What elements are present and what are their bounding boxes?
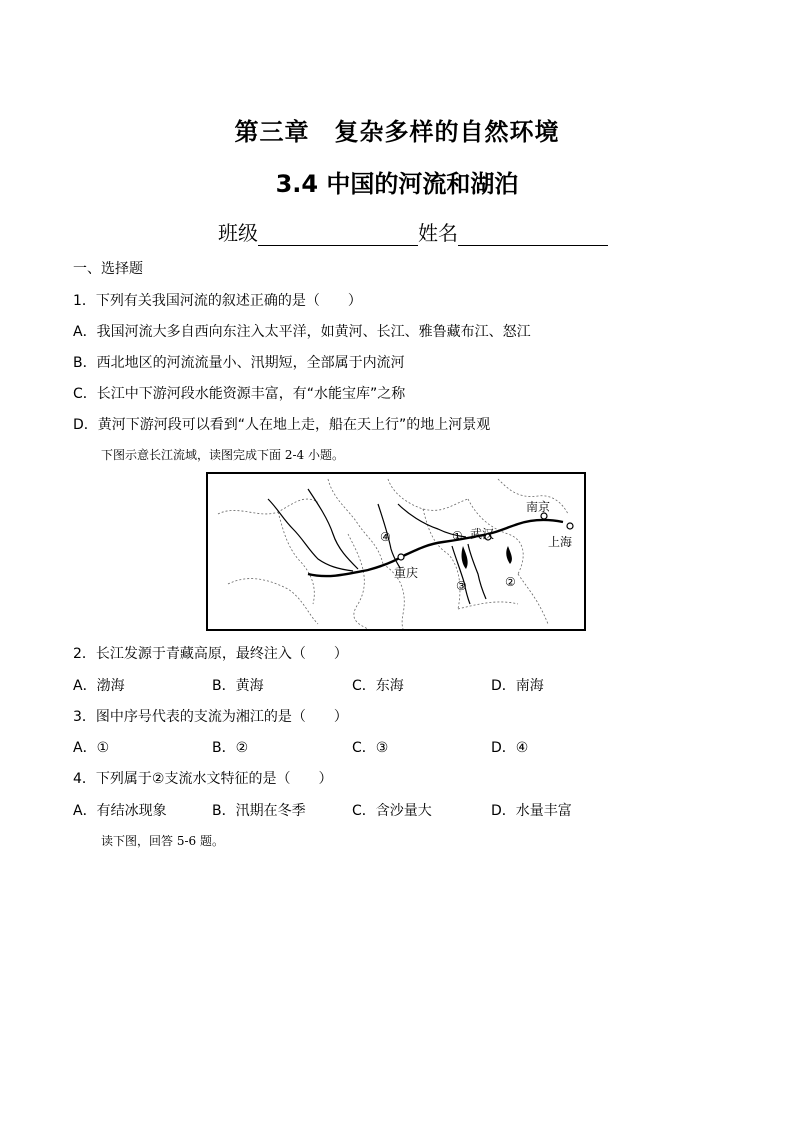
tributaries: [268, 489, 486, 604]
chongqing-marker: [398, 554, 404, 560]
question-2-option-a[interactable]: A．渤海: [73, 678, 125, 694]
question-4-option-d[interactable]: D．水量丰富: [491, 803, 572, 819]
chongqing-label: 重庆: [394, 566, 419, 580]
poyang-lake: [506, 546, 512, 564]
border-line: [218, 499, 318, 514]
nanjing-label: 南京: [526, 500, 551, 514]
border-line: [228, 579, 318, 624]
shanghai-marker: [567, 523, 573, 529]
class-blank[interactable]: [258, 223, 418, 246]
tributary-4-label: ④: [380, 530, 391, 544]
class-name-line: [218, 217, 608, 246]
next-intro-note: 读下图，回答 5-6 题。: [101, 834, 224, 848]
map-svg: [208, 474, 584, 629]
wuhan-label: 武汉: [470, 527, 495, 541]
border-line: [328, 479, 383, 564]
section-title: 3.4 中国的河流和湖泊: [275, 170, 519, 198]
question-2-option-c[interactable]: C．东海: [352, 678, 404, 694]
question-3-option-c[interactable]: C．③: [352, 740, 389, 756]
tributary-3-label: ③: [456, 579, 467, 593]
question-4-option-a[interactable]: A．有结冰现象: [73, 803, 167, 819]
question-4-option-c[interactable]: C．含沙量大: [352, 803, 432, 819]
name-blank[interactable]: [458, 223, 608, 246]
border-line: [278, 512, 314, 604]
tributary-1-label: ①: [452, 529, 463, 543]
question-1-option-a[interactable]: A．我国河流大多自西向东注入太平洋，如黄河、长江、雅鲁藏布江、怒江: [73, 324, 531, 340]
question-2-stem: 2．长江发源于青藏高原，最终注入（ ）: [73, 646, 348, 662]
tributary-2-label: ②: [505, 575, 516, 589]
tributary-3-river: [452, 546, 470, 604]
border-line: [518, 574, 548, 624]
question-4-option-b[interactable]: B．汛期在冬季: [212, 803, 306, 819]
shanghai-label: 上海: [548, 535, 573, 549]
question-2-option-b[interactable]: B．黄海: [212, 678, 264, 694]
question-3-stem: 3．图中序号代表的支流为湘江的是（ ）: [73, 709, 348, 725]
question-1-option-d[interactable]: D．黄河下游河段可以看到“人在地上走，船在天上行”的地上河景观: [73, 417, 491, 433]
jinsha-river: [268, 499, 353, 571]
dongting-lake: [462, 546, 468, 569]
question-1-stem: 1．下列有关我国河流的叙述正确的是（ ）: [73, 293, 362, 309]
map-intro-note: 下图示意长江流域，读图完成下面 2-4 小题。: [101, 448, 344, 462]
class-label: 班级: [218, 221, 258, 245]
chapter-title: 第三章 复杂多样的自然环境: [234, 118, 560, 146]
name-label: 姓名: [418, 221, 458, 245]
border-line: [458, 602, 518, 609]
question-1-option-b[interactable]: B．西北地区的河流流量小、汛期短，全部属于内流河: [73, 355, 405, 371]
question-4-stem: 4．下列属于②支流水文特征的是（ ）: [73, 771, 333, 787]
question-2-option-d[interactable]: D．南海: [491, 678, 544, 694]
question-3-option-b[interactable]: B．②: [212, 740, 249, 756]
section-heading: 一、选择题: [73, 261, 143, 277]
question-1-option-c[interactable]: C．长江中下游河段水能资源丰富，有“水能宝库”之称: [73, 386, 406, 402]
tributary-2-river: [468, 544, 486, 599]
question-3-option-a[interactable]: A．①: [73, 740, 110, 756]
question-3-option-d[interactable]: D．④: [491, 740, 529, 756]
border-line: [348, 534, 368, 629]
yangtze-basin-map: [206, 472, 586, 631]
border-line: [423, 509, 460, 609]
